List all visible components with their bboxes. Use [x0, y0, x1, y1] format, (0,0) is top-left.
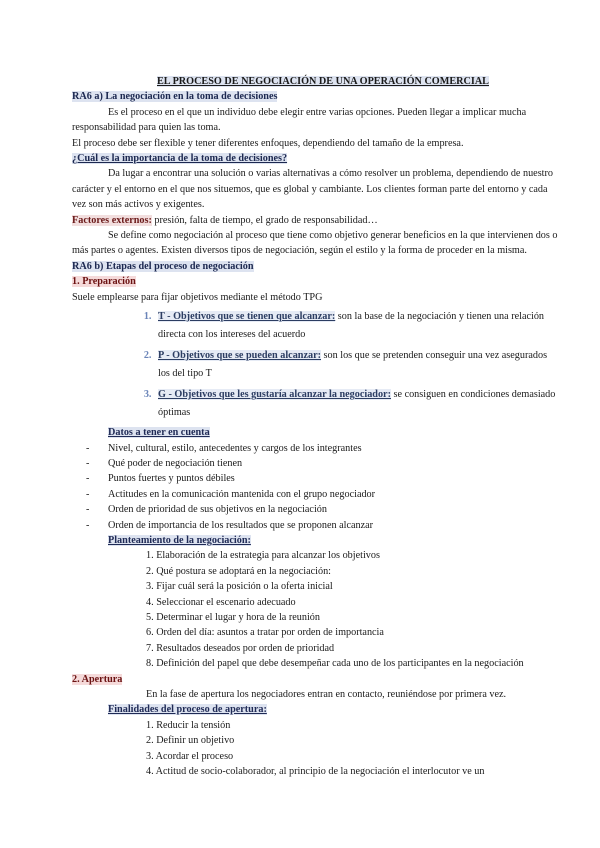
tpg-list	[72, 308, 560, 422]
heading-apertura: 2. Apertura	[72, 673, 123, 685]
heading-preparation: 1. Preparación	[72, 276, 136, 288]
list-item: - Orden de prioridad de sus objetivos en la negociación	[72, 502, 560, 517]
finalidades-list	[72, 718, 560, 780]
list-item: - Puntos fuertes y puntos débiles	[72, 471, 560, 486]
paragraph-apertura: En la fase de apertura los negociadores entran en contacto, reuniéndose por primera vez.	[146, 689, 507, 700]
list-item: 4. Actitud de socio-colaborador, al principio de la negociación el interlocutor ve un	[146, 766, 485, 778]
tpg-item-t: 1. T - Objetivos que se tienen que alcanzar: son la base de la negociación y tienen una relación directa con los intereses del acuerdo	[154, 308, 560, 344]
paragraph-negotiation-definition: Se define como negociación al proceso que tiene como objetivo generar beneficios en la que intervienen dos o más partes o agentes. Existen diversos tipos de negociación, según el estilo y la forma de proceder en la misma.	[72, 230, 558, 257]
tpg-item-g: 3. G - Objetivos que les gustaría alcanzar la negociador: se consiguen en condiciones demasiado óptimas	[154, 386, 560, 422]
list-item: - Orden de importancia de los resultados que se proponen alcanzar	[72, 518, 560, 533]
heading-ra6a: RA6 a) La negociación en la toma de decisiones	[72, 91, 278, 103]
paragraph-tpg-intro: Suele emplearse para fijar objetivos mediante el método TPG	[72, 291, 323, 303]
list-item: - Nivel, cultural, estilo, antecedentes y cargos de los integrantes	[72, 441, 560, 456]
datos-list	[72, 441, 560, 533]
planteamiento-list	[72, 548, 560, 671]
paragraph-definition: Es el proceso en el que un individuo debe elegir entre varias opciones. Pueden llegar a implicar mucha responsabilidad para quien las toma.	[72, 106, 527, 134]
list-item: 3. Fijar cuál será la posición o la oferta inicial	[146, 581, 333, 593]
list-item: 3. Acordar el proceso	[146, 750, 234, 762]
heading-datos: Datos a tener en cuenta	[108, 427, 210, 439]
heading-finalidades: Finalidades del proceso de apertura:	[108, 704, 267, 716]
list-item: 6. Orden del día: asuntos a tratar por orden de importancia	[146, 627, 384, 639]
paragraph-external-factors: Factores externos: presión, falta de tiempo, el grado de responsabilidad…	[72, 214, 378, 226]
paragraph-flexible: El proceso debe ser flexible y tener diferentes enfoques, dependiendo del tamaño de la empresa.	[72, 137, 464, 149]
list-item: 1. Reducir la tensión	[146, 719, 231, 731]
document-title: EL PROCESO DE NEGOCIACIÓN DE UNA OPERACIÓN COMERCIAL	[157, 76, 489, 87]
list-item: - Actitudes en la comunicación mantenida con el grupo negociador	[72, 487, 560, 502]
list-item: 2. Qué postura se adoptará en la negociación:	[146, 565, 332, 577]
heading-ra6b: RA6 b) Etapas del proceso de negociación	[72, 260, 254, 272]
paragraph-importance: Da lugar a encontrar una solución o varias alternativas a cómo resolver un problema, dependiendo de nuestro carácter y el entorno en el que nos situemos, que es global y cambiante. Los clientes forman parte del entorno y cada vez son más activos y exigentes.	[72, 168, 553, 211]
heading-planteamiento: Planteamiento de la negociación:	[108, 534, 251, 546]
list-item: 1. Elaboración de la estrategia para alcanzar los objetivos	[146, 550, 380, 562]
tpg-item-p: 2. P - Objetivos que se pueden alcanzar: son los que se pretenden conseguir una vez asegurados los del tipo T	[154, 347, 560, 383]
list-item: 8. Definición del papel que debe desempeñar cada uno de los participantes en la negociación	[146, 658, 524, 670]
list-item: - Qué poder de negociación tienen	[72, 456, 560, 471]
list-item: 5. Determinar el lugar y hora de la reunión	[146, 611, 320, 623]
list-item: 2. Definir un objetivo	[146, 735, 235, 747]
heading-importance: ¿Cuál es la importancia de la toma de decisiones?	[72, 153, 288, 165]
list-item: 7. Resultados deseados por orden de prioridad	[146, 642, 335, 654]
list-item: 4. Seleccionar el escenario adecuado	[146, 596, 296, 608]
